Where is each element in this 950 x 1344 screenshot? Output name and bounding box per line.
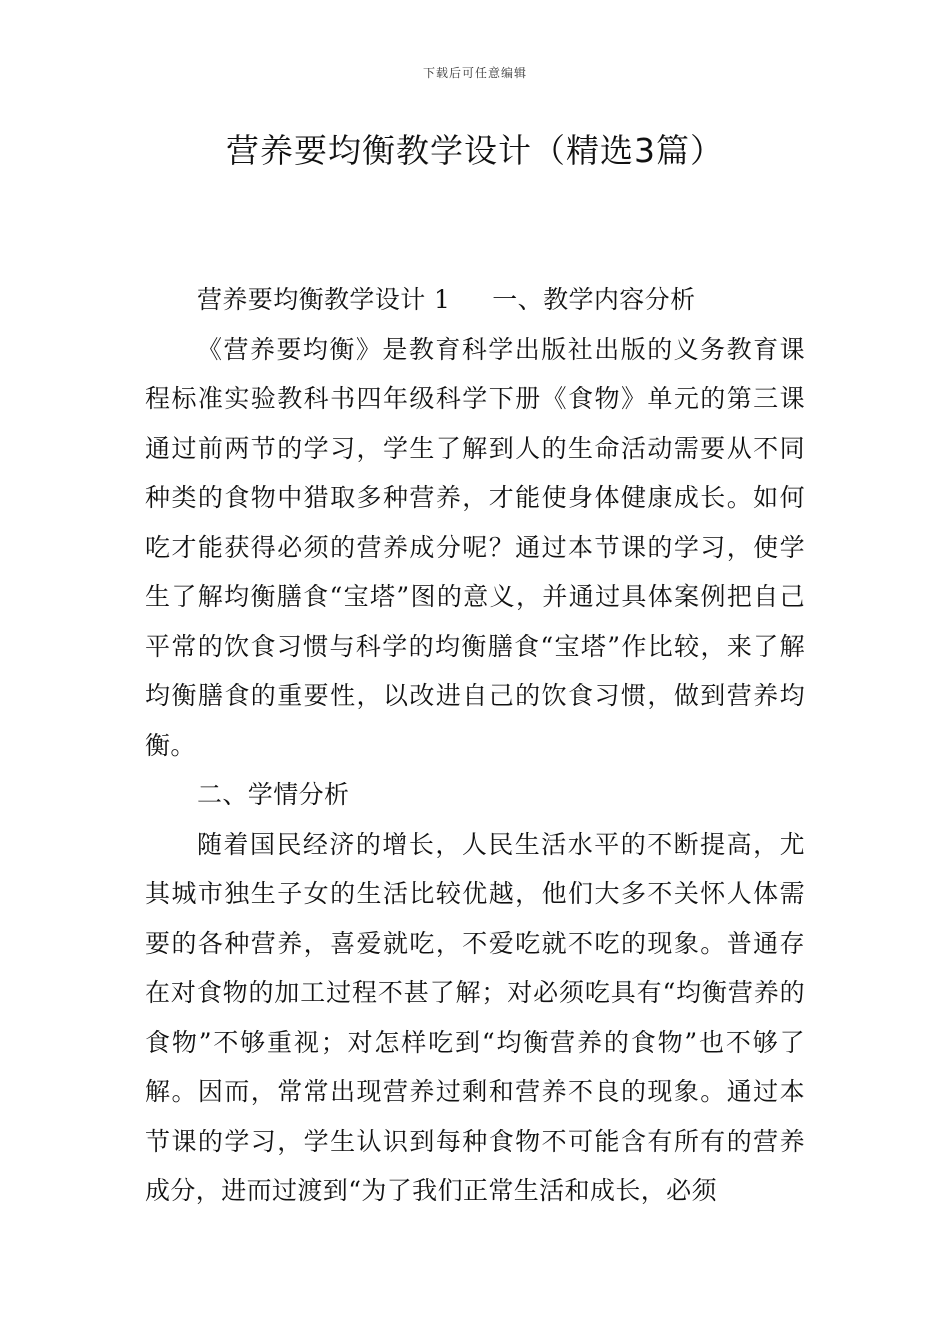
document-body [145, 275, 805, 1216]
section1-subheading: 一、教学内容分析 [492, 285, 696, 314]
section2-paragraph: 随着国民经济的增长，人民生活水平的不断提高，尤其城市独生子女的生活比较优越，他们大多不关怀人体需要的各种营养，喜爱就吃，不爱吃就不吃的现象。普通存在对食物的加工过程不甚了解；对必须吃具有“均衡营养的食物”不够重视；对怎样吃到“均衡营养的食物”也不够了解。因而，常常出现营养过剩和营养不良的现象。通过本节课的学习，学生认识到每种食物不可能含有所有的营养成分，进而过渡到“为了我们正常生活和成长，必须 [145, 829, 805, 1205]
section1-heading-line [145, 275, 805, 325]
section2-heading: 二、学情分析 [197, 780, 350, 809]
section1-heading: 营养要均衡教学设计 1 [197, 285, 451, 314]
document-title: 营养要均衡教学设计（精选3篇） [226, 131, 724, 170]
header-note: 下载后可任意编辑 [422, 66, 527, 80]
section1-paragraph: 《营养要均衡》是教育科学出版社出版的义务教育课程标准实验教科书四年级科学下册《食物》单元的第三课通过前两节的学习，学生了解到人的生命活动需要从不同种类的食物中猎取多种营养，才能使身体健康成长。如何吃才能获得必须的营养成分呢？通过本节课的学习，使学生了解均衡膳食“宝塔”图的意义，并通过具体案例把自己平常的饮食习惯与科学的均衡膳食“宝塔”作比较，来了解均衡膳食的重要性，以改进自己的饮食习惯，做到营养均衡。 [145, 334, 805, 760]
